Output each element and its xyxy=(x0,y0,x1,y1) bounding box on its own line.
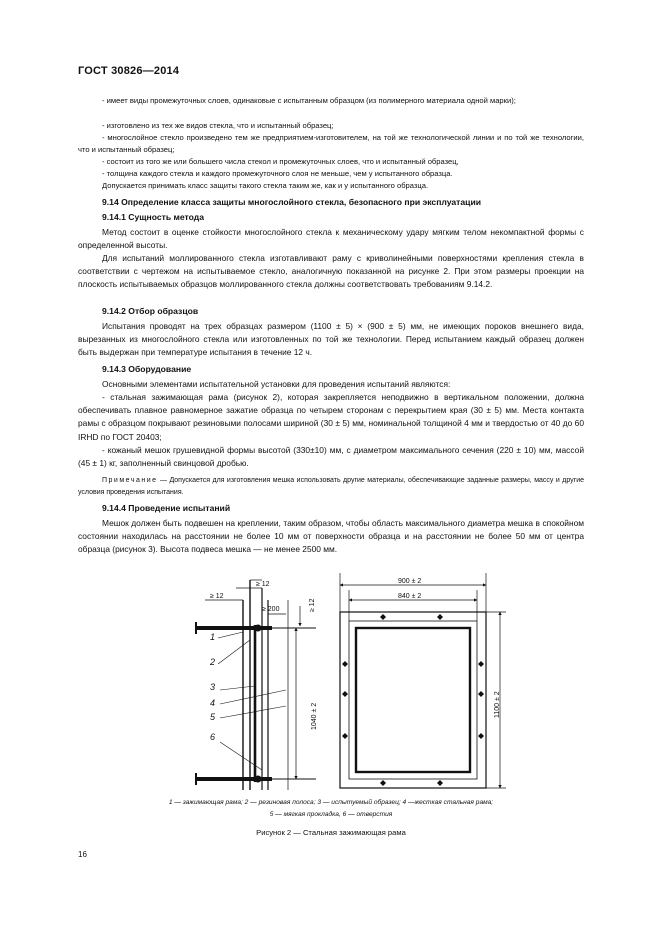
note-label: Примечание xyxy=(102,477,158,484)
page-number: 16 xyxy=(78,850,87,859)
part-label-3: 3 xyxy=(210,682,216,692)
section-9-14-1-paragraph-2: Для испытаний моллированного стекла изготавливают раму с криволинейными поверхностями крепления стекла в соответствии с чертежом на испытываемое стекло, аналогичную показанной на рисунке 2. При этом размеры проекции на плоскость испытываемых образцов моллированного стекла должны соответствовать требованиям 9.14.2. xyxy=(78,253,584,290)
section-9-14-1-heading: 9.14.1 Сущность метода xyxy=(102,212,204,222)
bullet-thickness: - толщина каждого стекла и каждого промежуточного слоя не меньше, чем у испытанного образца. xyxy=(102,169,453,178)
section-9-14-3-bag-item: - кожаный мешок грушевидной формы высотой (330±10) мм, с диаметром максимального сечения (220 ± 10) мм, массой (45 ± 1) кг, заполненный свинцовой дробью. xyxy=(78,445,584,469)
part-label-5: 5 xyxy=(210,712,216,722)
dim-ge12-top: ≥ 12 xyxy=(256,581,270,588)
front-view-holes xyxy=(342,614,484,786)
section-9-14-3-paragraph-1: Основными элементами испытательной установки для проведения испытаний являются: xyxy=(102,379,451,389)
side-view-dimension-labels xyxy=(210,581,318,730)
dim-1100: 1100 ± 2 xyxy=(494,691,501,718)
figure-legend-line-2: 5 — мягкая прокладка, 6 — отверстия xyxy=(269,811,393,818)
bullet-interlayer: - имеет виды промежуточных слоев, одинаковые с испытанным образцом (из полимерного материала одной марки); xyxy=(102,96,516,105)
section-9-14-1-paragraph-1: Метод состоит в оценке стойкости многослойного стекла к механическому удару мягким телом некомпактной формы с определенной высоты. xyxy=(78,227,584,251)
allowed-class-text: Допускается принимать класс защиты такого стекла таким же, как и у испытанного образца. xyxy=(102,181,429,190)
section-9-14-4-heading: 9.14.4 Проведение испытаний xyxy=(102,503,231,513)
note-text: — Допускается для изготовления мешка использовать другие материалы, обеспечивающие заданные размеры, массу и другие условия проведения испытания. xyxy=(78,477,584,496)
dim-840: 840 ± 2 xyxy=(398,593,422,600)
figure-legend-line-1: 1 — зажимающая рама; 2 — резиновая полоса; 3 — испытуемый образец; 4 —жесткая стальная рама; xyxy=(168,799,494,806)
part-number-labels xyxy=(209,632,216,742)
section-9-14-2-heading: 9.14.2 Отбор образцов xyxy=(102,306,199,316)
part-label-4: 4 xyxy=(210,698,216,708)
section-9-14-2-paragraph: Испытания проводят на трех образцах размером (1100 ± 5) × (900 ± 5) мм, не имеющих пороков внешнего вида, вырезанных из многослойного стекла или изготовленных по той же технологии. Перед испытанием каждый образец должен быть выдержан при температуре испытания в течение 12 ч. xyxy=(78,321,584,358)
bullet-glass-type: - изготовлено из тех же видов стекла, что и испытанный образец; xyxy=(102,121,334,130)
dim-ge200: ≥ 200 xyxy=(262,606,280,613)
dim-ge12-left: ≥ 12 xyxy=(210,593,224,600)
section-9-14-3-frame-item: - стальная зажимающая рама (рисунок 2), которая закрепляется неподвижно в вертикальном положении, должна обеспечивать плавное равномерное зажатие образца по четырем сторонам с перекрытием края (30 ± 5) мм. Места контакта рамы с образцом покрывают резиновыми полосами шириной (30 ± 5) мм, номинальной толщиной 4 мм и твердостью от 40 до 60 IRHD по ГОСТ 20403; xyxy=(78,392,584,442)
front-view xyxy=(340,573,506,788)
section-9-14-4-paragraph: Мешок должен быть подвешен на креплении, таким образом, чтобы область максимального диаметра мешка в спокойном состоянии находилась на расстоянии не более 10 мм от поверхности образца и на расстоянии не более 50 мм от центра образца (рисунок 3). Высота подвеса мешка — не менее 2500 мм. xyxy=(78,518,584,555)
dim-900: 900 ± 2 xyxy=(398,578,422,585)
figure-caption: Рисунок 2 — Стальная зажимающая рама xyxy=(256,828,406,837)
bullet-manufacturer: - многослойное стекло произведено тем же предприятием-изготовителем, на той же технологической линии и по той же технологии, что и испытанный образец; xyxy=(78,133,584,155)
part-label-1: 1 xyxy=(210,632,216,642)
section-9-14-heading: 9.14 Определение класса защиты многослойного стекла, безопасного при эксплуатации xyxy=(102,197,482,207)
part-label-6: 6 xyxy=(210,732,216,742)
part-label-2: 2 xyxy=(210,657,216,667)
dim-1040: 1040 ± 2 xyxy=(311,702,318,730)
document-header: ГОСТ 30826—2014 xyxy=(78,65,180,77)
section-9-14-3-heading: 9.14.3 Оборудование xyxy=(102,364,192,374)
dim-ge12-vertical: ≥ 12 xyxy=(309,598,316,612)
bullet-layers: - состоит из того же или большего числа стекол и промежуточных слоев, что и испытанный образец, xyxy=(102,157,459,166)
